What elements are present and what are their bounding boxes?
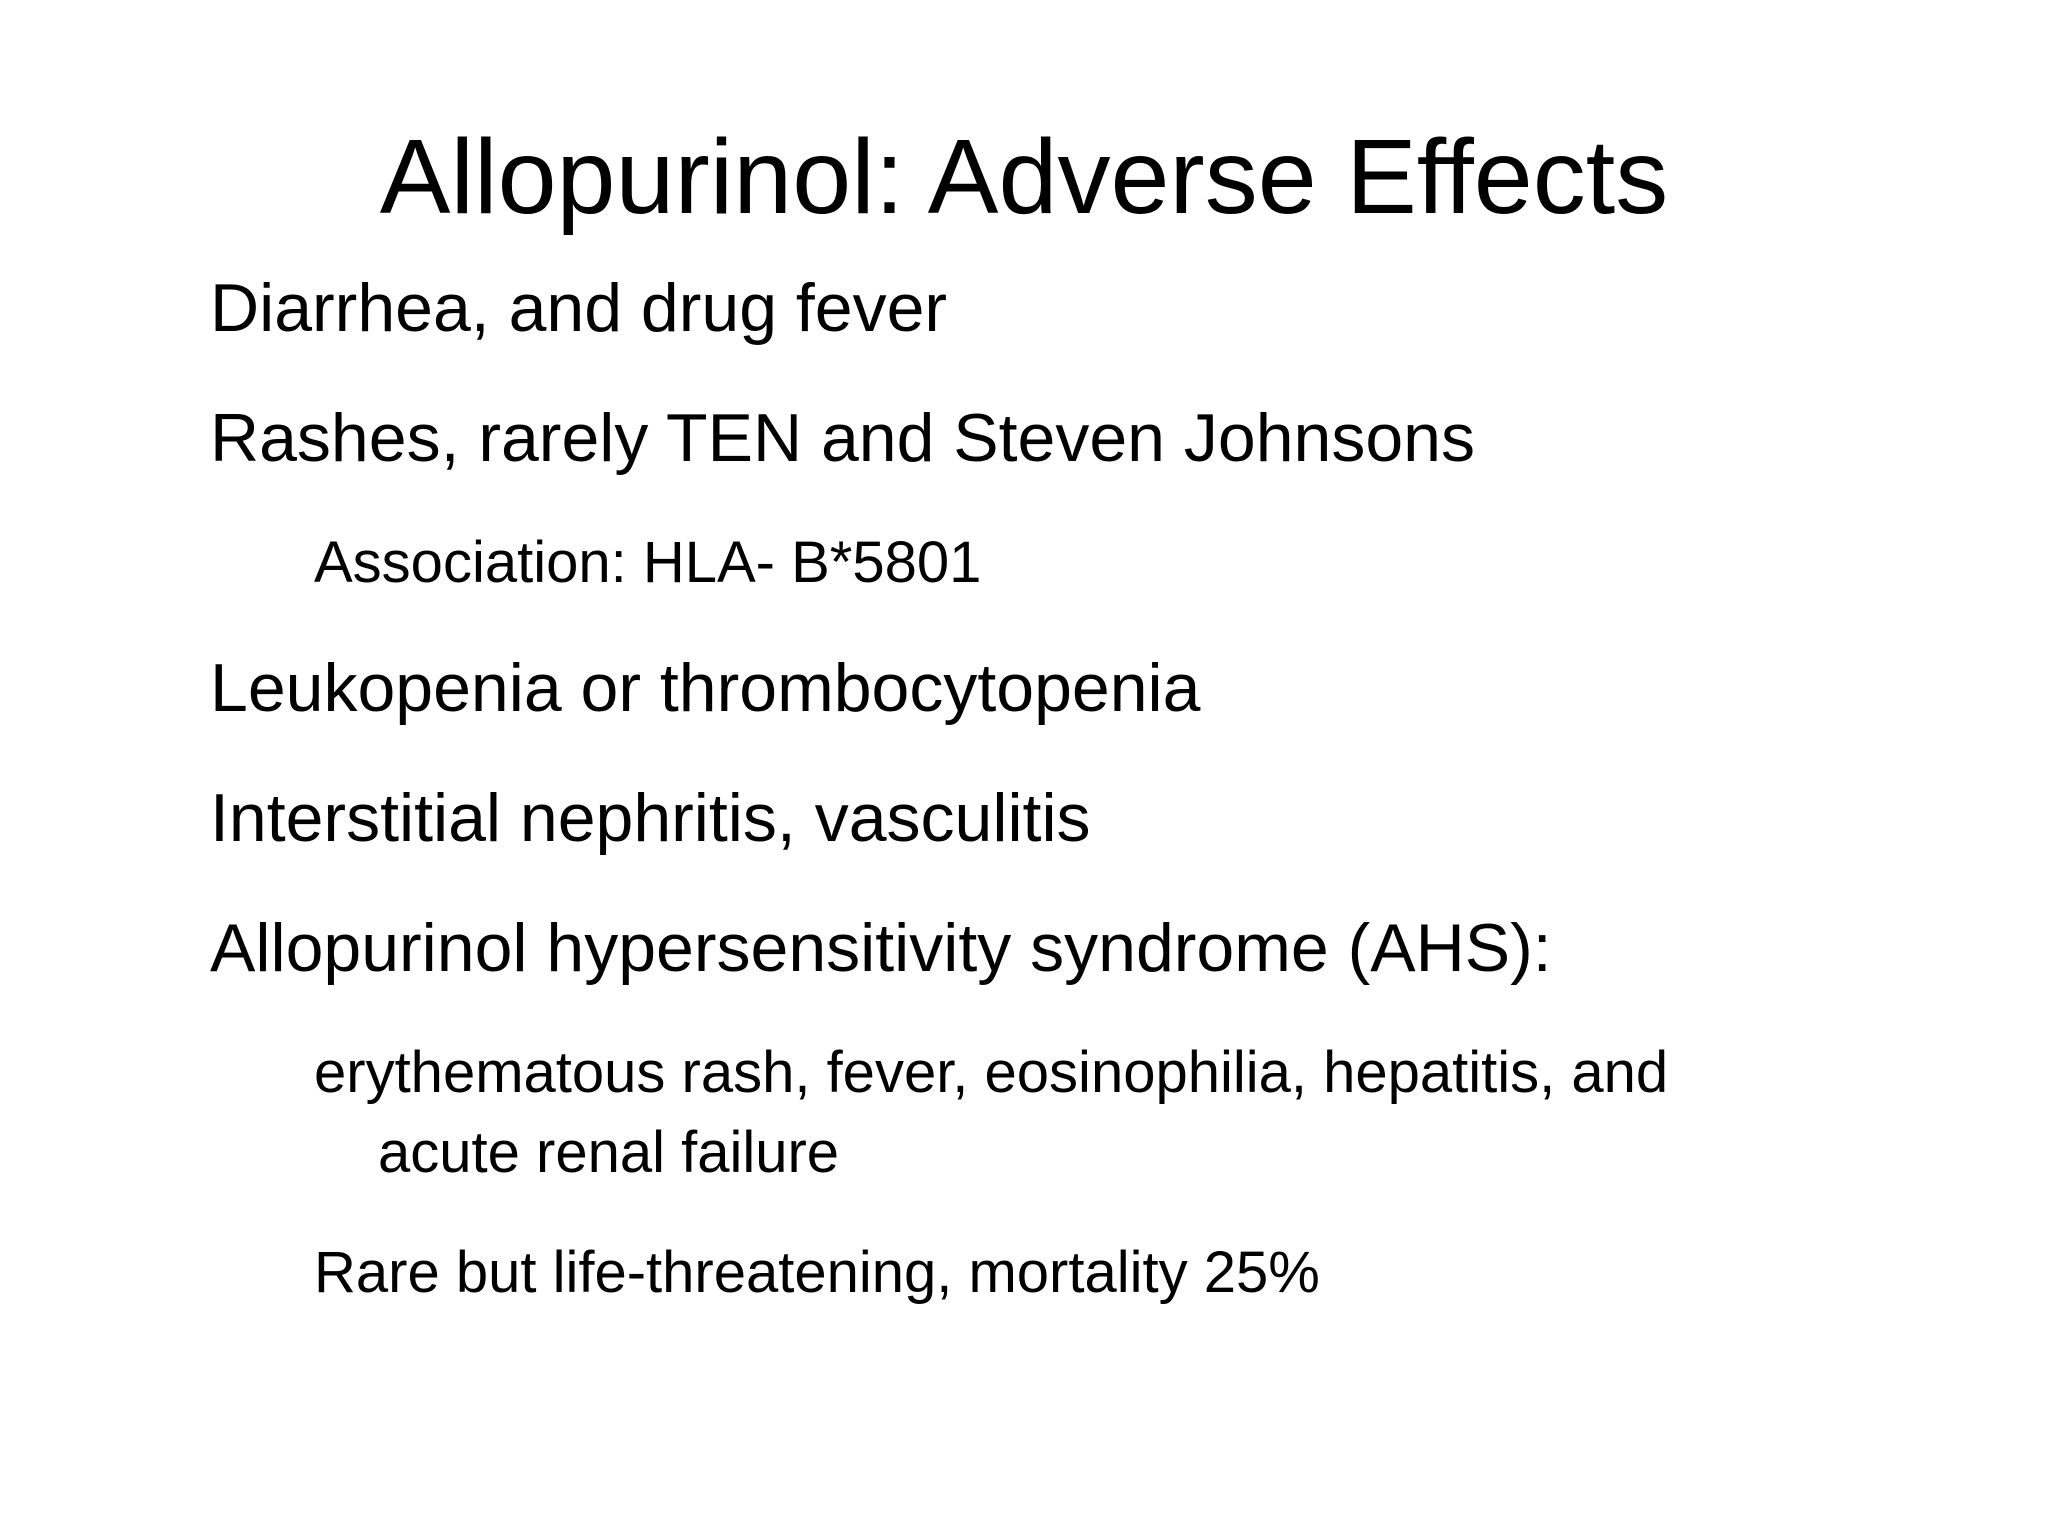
bullet-leukopenia: Leukopenia or thrombocytopenia: [210, 650, 1201, 726]
bullet-rashes: Rashes, rarely TEN and Steven Johnsons: [210, 400, 1475, 476]
bullet-ahs: Allopurinol hypersensitivity syndrome (AHS):: [210, 910, 1552, 986]
sub-bullet-ahs-symptoms: erythematous rash, fever, eosinophilia, hepatitis, and: [314, 1040, 1669, 1105]
bullet-diarrhea: Diarrhea, and drug fever: [210, 270, 948, 346]
bullet-interstitial-nephritis: Interstitial nephritis, vasculitis: [210, 780, 1091, 856]
slide-title: Allopurinol: Adverse Effects: [379, 118, 1669, 236]
sub-bullet-mortality: Rare but life-threatening, mortality 25%: [314, 1240, 1320, 1305]
sub-bullet-hla-association: Association: HLA- B*5801: [314, 530, 982, 595]
sub-bullet-ahs-symptoms-continuation: acute renal failure: [378, 1120, 840, 1185]
